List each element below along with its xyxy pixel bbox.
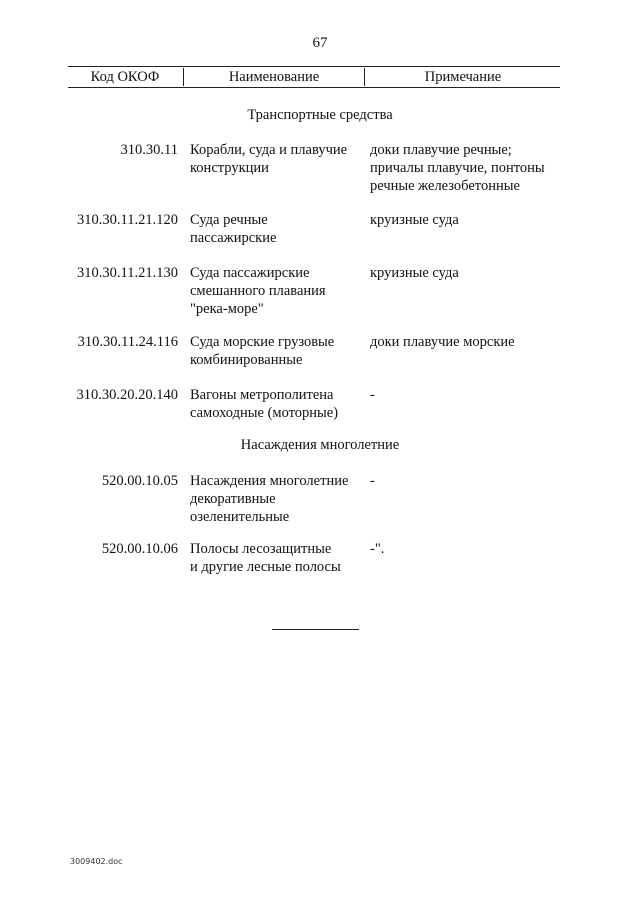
row-name: Суда морские грузовые комбинированные [190,334,335,368]
row-note: круизные суда [370,265,459,281]
file-name: 3009402.doc [70,857,123,866]
row-note: круизные суда [370,212,459,228]
header-code: Код ОКОФ [90,69,160,85]
row-code: 310.30.11.21.120 [77,212,178,228]
row-code: 310.30.11.24.116 [77,334,178,350]
row-name: Насаждения многолетние декоративные озеленительные [190,473,349,525]
end-rule [272,629,359,630]
row-name: Вагоны метрополитена самоходные (моторные) [190,387,339,421]
header-note: Примечание [364,68,561,86]
row-name: Суда речные пассажирские [190,212,277,246]
row-note: доки плавучие морские [370,334,515,350]
row-note: - [370,387,375,403]
row-code: 520.00.10.05 [101,473,178,489]
section-title-plantings: Насаждения многолетние [240,437,400,453]
row-note: -". [370,541,385,557]
row-code: 520.00.10.06 [101,541,178,557]
row-name: Суда пассажирские смешанного плавания "река-море" [190,265,326,317]
row-name: Полосы лесозащитные и другие лесные полосы [190,541,341,575]
page-number: 67 [312,35,328,51]
row-name: Корабли, суда и плавучие конструкции [190,142,348,176]
row-note: - [370,473,375,489]
header-name: Наименование [183,68,364,86]
table-header [68,66,560,88]
row-code: 310.30.11 [120,142,178,158]
row-note: доки плавучие речные; причалы плавучие, понтоны речные железобетонные [370,142,545,194]
row-code: 310.30.20.20.140 [76,387,178,403]
section-title-transport: Транспортные средства [247,107,393,123]
row-code: 310.30.11.21.130 [77,265,178,281]
